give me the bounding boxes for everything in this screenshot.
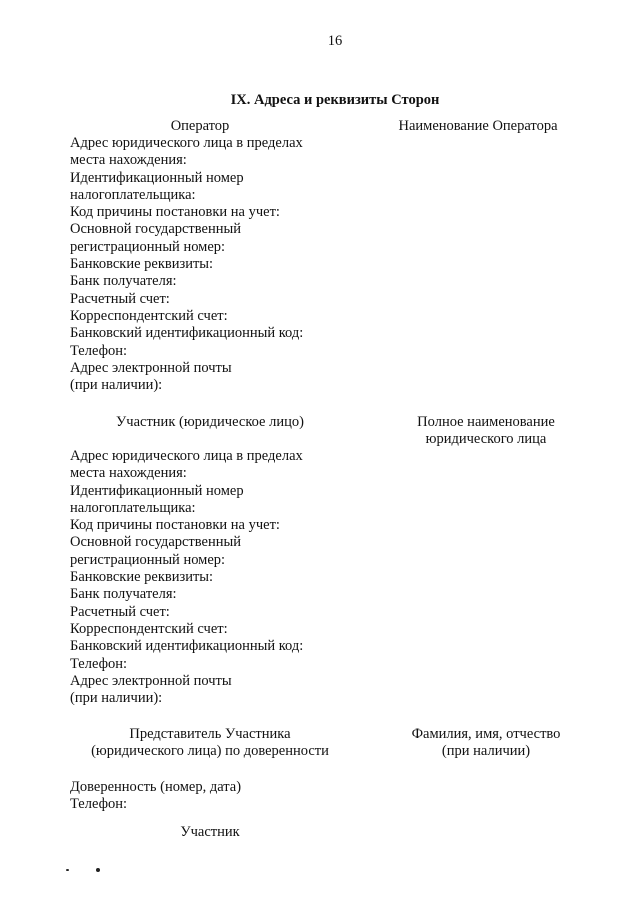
scan-speck <box>96 868 100 872</box>
participant-heading: Участник (юридическое лицо) <box>116 414 304 430</box>
section-title: IX. Адреса и реквизиты Сторон <box>230 92 440 108</box>
representative-name-placeholder-line1: Фамилия, имя, отчество <box>411 726 561 742</box>
signature-label: Участник <box>180 824 240 840</box>
operator-field-line: Основной государственный <box>70 221 241 238</box>
operator-field-line: Идентификационный номер <box>70 169 244 186</box>
operator-heading: Оператор <box>170 118 230 134</box>
scan-speck <box>66 869 69 871</box>
participant-field-line: Телефон: <box>70 655 128 672</box>
participant-name-placeholder-line1: Полное наименование <box>417 414 555 430</box>
participant-field-line: Расчетный счет: <box>70 603 170 620</box>
page-number: 16 <box>327 33 343 49</box>
operator-field-line: Телефон: <box>70 342 128 359</box>
operator-field-line: регистрационный номер: <box>70 238 226 255</box>
operator-field-line: Корреспондентский счет: <box>70 307 228 324</box>
participant-field-line: Идентификационный номер <box>70 482 244 499</box>
operator-name-placeholder: Наименование Оператора <box>398 118 558 134</box>
participant-field-line: Основной государственный <box>70 534 241 551</box>
operator-field-line: Банковские реквизиты: <box>70 256 214 273</box>
participant-field-line: Банковские реквизиты: <box>70 569 214 586</box>
participant-field-line: (при наличии): <box>70 690 163 707</box>
operator-field-line: места нахождения: <box>70 152 187 169</box>
operator-field-line: Банковский идентификационный код: <box>70 325 304 342</box>
representative-field-line: Доверенность (номер, дата) <box>70 779 242 795</box>
participant-field-list <box>70 448 303 707</box>
participant-name-placeholder-line2: юридического лица <box>425 431 547 447</box>
participant-field-line: Банковский идентификационный код: <box>70 638 304 655</box>
operator-field-line: (при наличии): <box>70 377 163 394</box>
operator-field-line: Код причины постановки на учет: <box>70 204 280 221</box>
operator-field-line: Банк получателя: <box>70 273 177 290</box>
participant-field-line: налогоплательщика: <box>70 499 196 516</box>
representative-name-placeholder-line2: (при наличии) <box>441 743 531 759</box>
participant-field-line: Адрес юридического лица в пределах <box>70 448 303 464</box>
operator-field-list <box>70 135 303 394</box>
representative-field-list <box>70 779 241 814</box>
participant-field-line: Код причины постановки на учет: <box>70 517 280 534</box>
participant-field-line: Банк получателя: <box>70 586 177 603</box>
operator-field-line: Адрес юридического лица в пределах <box>70 135 303 151</box>
operator-field-line: Расчетный счет: <box>70 290 170 307</box>
representative-heading-line2: (юридического лица) по доверенности <box>91 743 329 759</box>
operator-field-line: налогоплательщика: <box>70 186 196 203</box>
participant-field-line: регистрационный номер: <box>70 551 226 568</box>
participant-field-line: Адрес электронной почты <box>70 672 232 689</box>
participant-field-line: места нахождения: <box>70 465 187 482</box>
operator-field-line: Адрес электронной почты <box>70 359 232 376</box>
representative-heading-line1: Представитель Участника <box>129 726 291 742</box>
participant-field-line: Корреспондентский счет: <box>70 620 228 637</box>
representative-field-line: Телефон: <box>70 796 128 813</box>
